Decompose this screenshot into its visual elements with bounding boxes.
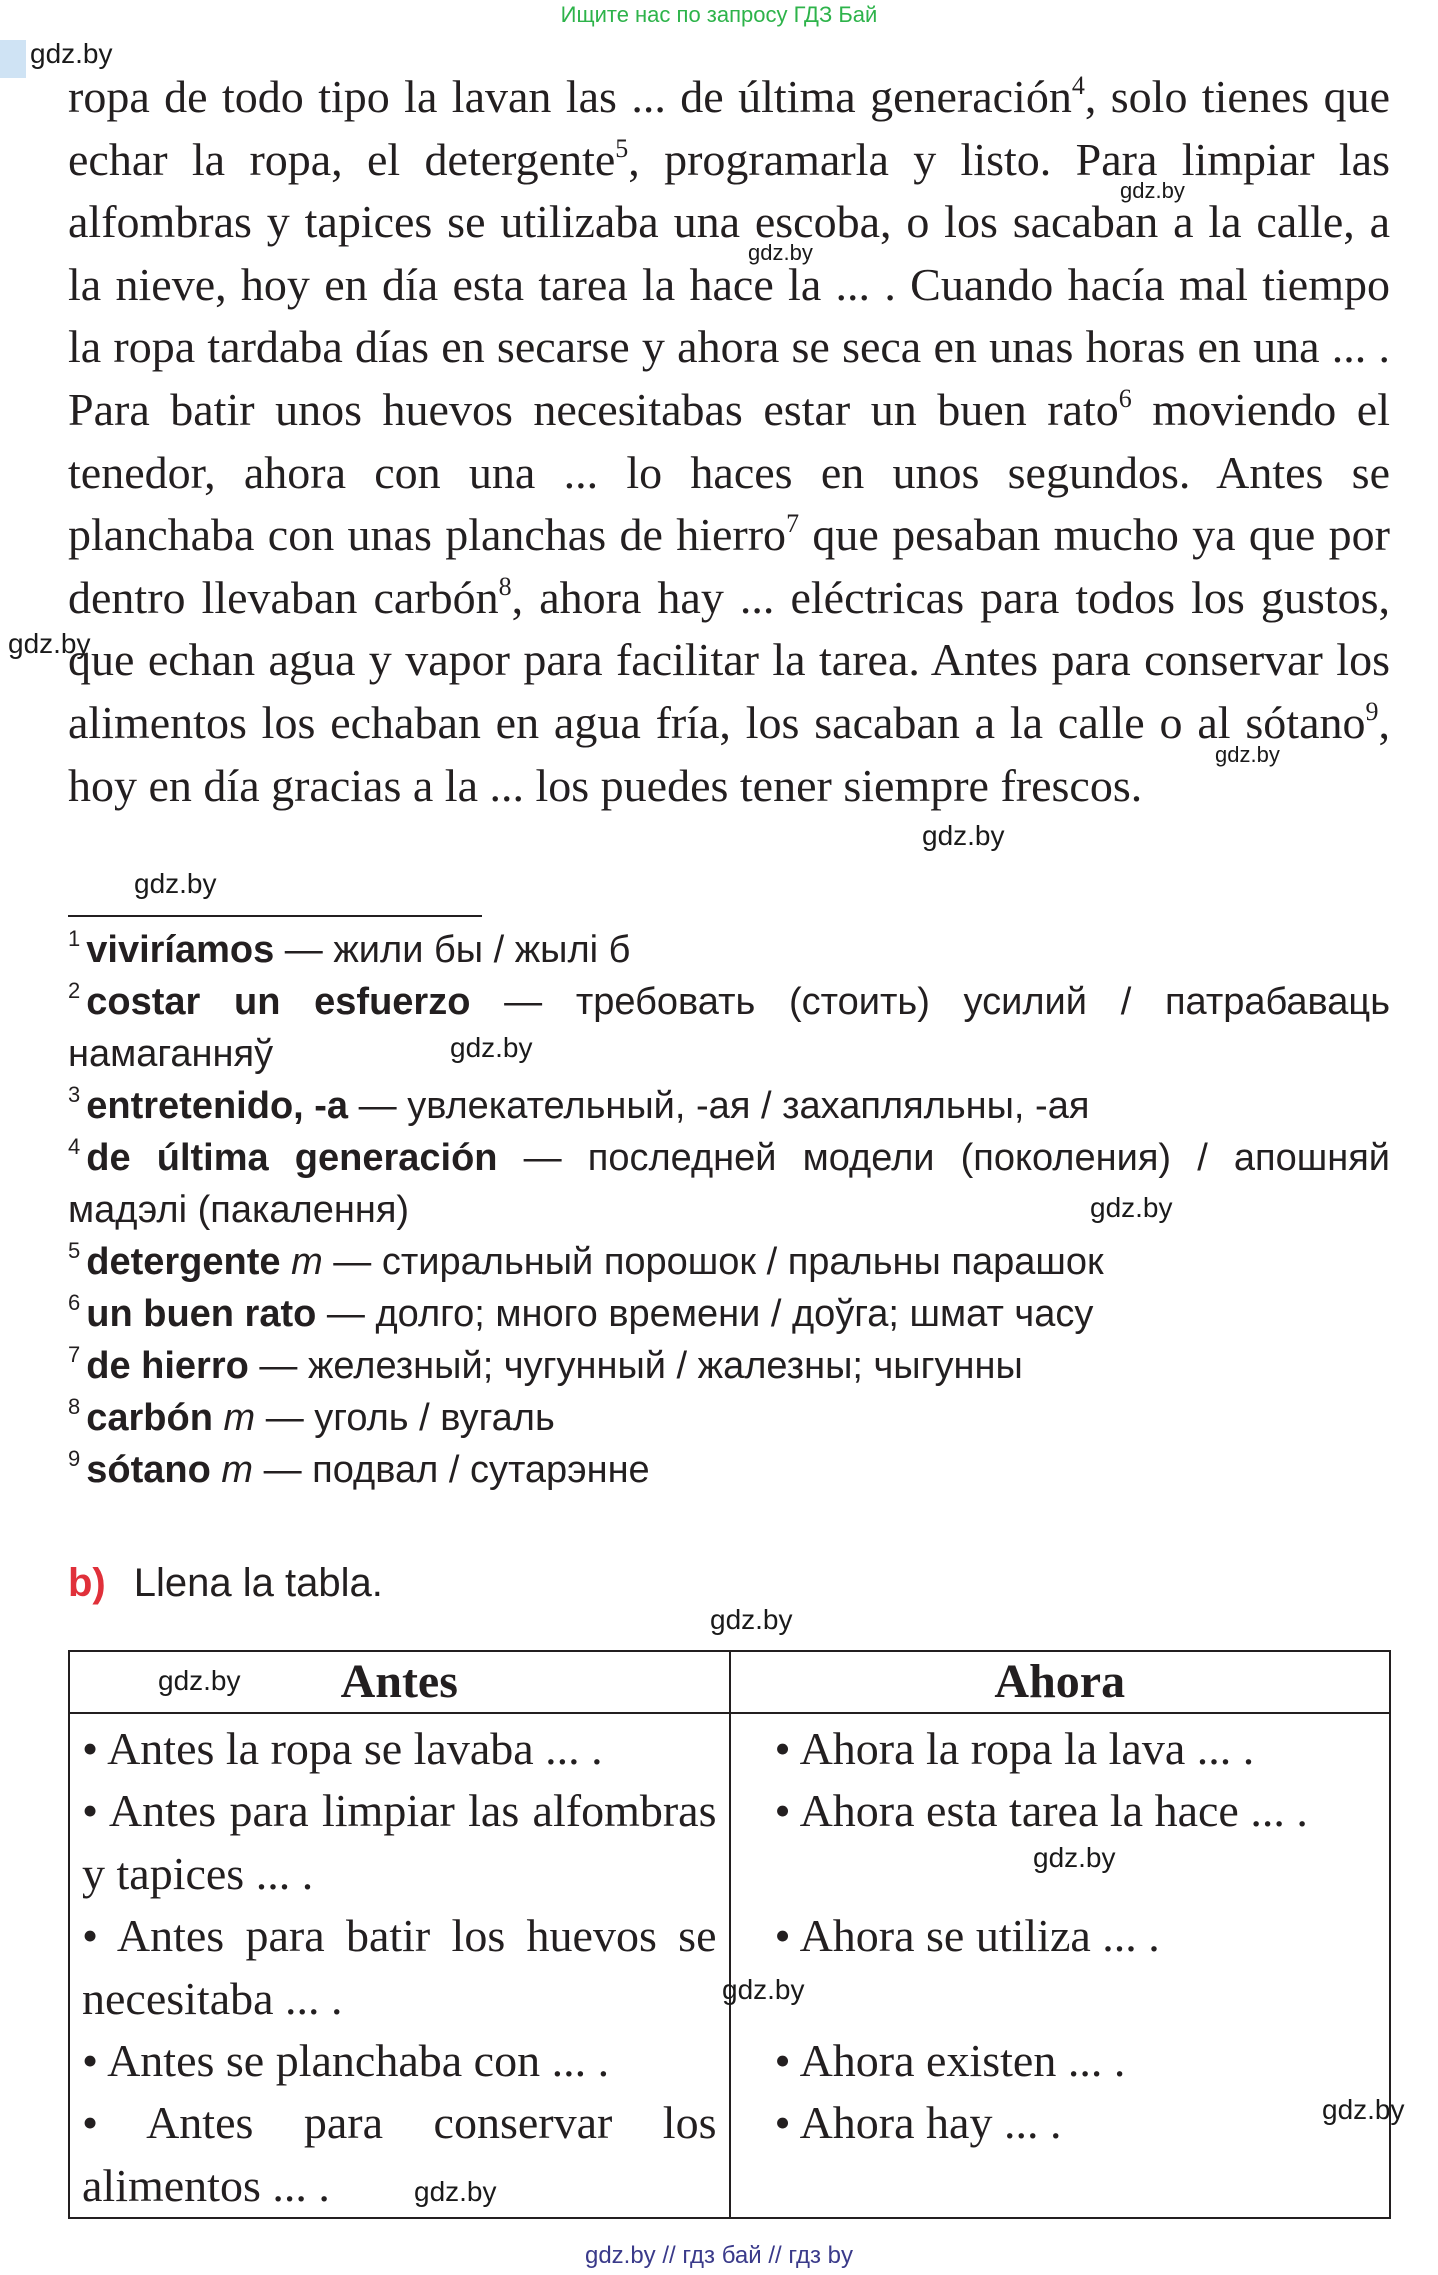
- footnote-number: 1: [68, 926, 81, 951]
- footnote-term: viviríamos: [86, 929, 275, 971]
- footnote-ref-5: 5: [615, 133, 629, 163]
- footnote-4: [68, 1132, 1390, 1236]
- footnote-translation: жили бы / жылі б: [333, 929, 631, 971]
- footnote-ref-7: 7: [786, 509, 800, 539]
- watermark: gdz.by: [722, 1974, 805, 2005]
- footnote-number: 2: [68, 978, 81, 1003]
- footnote-number: 7: [68, 1342, 81, 1367]
- paragraph-text-1: ropa de todo tipo la lavan las ... de última generación: [68, 71, 1072, 122]
- footnote-gender: m: [291, 1241, 323, 1283]
- watermark: gdz.by: [8, 628, 91, 659]
- watermark: gdz.by: [748, 240, 813, 265]
- watermark: gdz.by: [158, 1665, 241, 1696]
- footnote-3: [68, 1080, 1390, 1132]
- ahora-item: • Ahora esta tarea la hace ... .: [774, 1785, 1308, 1837]
- task-heading: [68, 1558, 383, 1608]
- footnote-8: [68, 1392, 1390, 1444]
- footnote-term: un buen rato: [86, 1293, 317, 1335]
- footer-links[interactable]: gdz.by // гдз бай // гдз by: [584, 2242, 854, 2269]
- footnote-dash: —: [322, 1241, 382, 1283]
- footnote-dash: —: [497, 1137, 588, 1179]
- footnote-term: costar un esfuerzo: [86, 981, 471, 1023]
- footnote-ref-9: 9: [1365, 696, 1379, 726]
- footnote-dash: —: [255, 1397, 315, 1439]
- watermark: gdz.by: [710, 1604, 793, 1635]
- footnote-term: de última generación: [86, 1137, 498, 1179]
- watermark: gdz.by: [450, 1032, 533, 1063]
- antes-item: • Antes para conservar los alimentos ... .: [82, 2097, 717, 2211]
- footnote-6: [68, 1288, 1390, 1340]
- top-banner[interactable]: Ищите нас по запросу ГДЗ Бай: [560, 2, 878, 27]
- watermark: gdz.by: [922, 820, 1005, 851]
- column-header-ahora: Ahora: [730, 1651, 1391, 1713]
- paragraph-text-6: , ahora hay ... eléctricas para todos los gustos, que echan agua y vapor para facilitar la tarea. Antes para conservar los alimentos los echaban en agua fría, los sacaban a la calle o al sótano: [68, 571, 1390, 748]
- footnote-number: 3: [68, 1082, 81, 1107]
- footnote-dash: —: [348, 1085, 408, 1127]
- paragraph-text-5: que pesaban mucho ya que por dentro llevaban carbón: [68, 509, 1391, 623]
- watermark: gdz.by: [134, 868, 217, 899]
- paragraph-text-3: , programarla y listo. Para limpiar las alfombras y tapices se utilizaba una escoba, o los sacaban a la calle, a la nieve, hoy en día esta tarea la hace la ... . Cuando hacía mal tiempo la ropa tardaba días en secarse y ahora se seca en unas horas en una ... . Para batir unos huevos necesitabas estar un buen rato: [68, 133, 1390, 435]
- antes-item: • Antes para limpiar las alfombras y tapices ... .: [82, 1785, 717, 1899]
- comparison-table: [68, 1650, 1391, 2219]
- footnote-gender: m: [223, 1397, 256, 1439]
- footnote-term: entretenido, -a: [86, 1085, 349, 1127]
- footnote-number: 5: [68, 1238, 81, 1263]
- ahora-item: • Ahora hay ... .: [774, 2097, 1062, 2149]
- footnote-translation: стиральный порошок / пральны парашок: [381, 1241, 1104, 1283]
- footnote-number: 6: [68, 1290, 81, 1315]
- footnote-ref-8: 8: [498, 571, 512, 601]
- footnote-dash: —: [316, 1293, 376, 1335]
- column-header-antes: Antes: [69, 1651, 730, 1713]
- footnote-dash: —: [253, 1449, 313, 1491]
- corner-marker: [0, 40, 26, 78]
- footnote-term: de hierro: [86, 1345, 249, 1387]
- footnote-gender: m: [221, 1449, 254, 1491]
- task-text: Llena la tabla.: [133, 1561, 383, 1605]
- table-row: [69, 1713, 1390, 2218]
- footnote-translation: подвал / сутарэнне: [312, 1449, 650, 1491]
- footnote-divider: [68, 915, 482, 917]
- footnote-9: [68, 1444, 1390, 1496]
- watermark: gdz.by: [1120, 178, 1185, 203]
- paragraph-text-7: , hoy en día gracias a la ... los puedes tener siempre frescos.: [68, 696, 1390, 811]
- footnote-dash: —: [248, 1345, 308, 1387]
- task-letter: b): [68, 1561, 106, 1605]
- footnote-5: [68, 1236, 1390, 1288]
- ahora-item: • Ahora existen ... .: [774, 2035, 1126, 2086]
- watermark: gdz.by: [1322, 2094, 1405, 2125]
- footnote-term: detergente: [86, 1241, 281, 1283]
- watermark: gdz.by: [1033, 1842, 1116, 1873]
- footnote-translation: долго; много времени / доўга; шмат часу: [375, 1293, 1094, 1335]
- antes-item: • Antes la ropa se lavaba ... .: [82, 1723, 603, 1774]
- antes-cell: [69, 1713, 730, 2218]
- main-paragraph: [68, 66, 1390, 817]
- footnote-1: [68, 924, 1390, 976]
- footnote-7: [68, 1340, 1390, 1392]
- footnote-ref-4: 4: [1071, 71, 1085, 100]
- footnote-number: 9: [68, 1446, 81, 1471]
- footnote-translation: требовать (стоить) усилий / патрабаваць намаганняў: [68, 981, 1390, 1075]
- footnote-number: 4: [68, 1134, 81, 1159]
- table-header-row: [69, 1651, 1390, 1713]
- footnote-term: sótano: [86, 1449, 211, 1491]
- footnote-ref-6: 6: [1118, 383, 1132, 413]
- footnote-translation: железный; чугунный / жалезны; чыгунны: [307, 1345, 1023, 1387]
- ahora-item: • Ahora la ropa la lava ... .: [774, 1723, 1255, 1774]
- paragraph-text-2: , solo tienes que echar la ropa, el detergente: [68, 71, 1391, 185]
- footnote-term: carbón: [86, 1397, 213, 1439]
- footnote-translation: уголь / вугаль: [314, 1397, 555, 1439]
- footnote-dash: —: [470, 981, 576, 1023]
- footnote-translation: увлекательный, -ая / захапляльны, -ая: [407, 1085, 1090, 1127]
- watermark: gdz.by: [30, 38, 113, 69]
- footnote-2: [68, 976, 1390, 1080]
- ahora-item: • Ahora se utiliza ... .: [774, 1910, 1160, 1962]
- antes-item: • Antes se planchaba con ... .: [82, 2035, 610, 2087]
- watermark: gdz.by: [414, 2176, 497, 2207]
- paragraph-text-4: moviendo el tenedor, ahora con una ... lo haces en unos segundos. Antes se planchaba con unas planchas de hierro: [68, 383, 1390, 561]
- footnotes: [68, 924, 1390, 1496]
- ahora-cell: [730, 1713, 1391, 2218]
- footnote-number: 8: [68, 1394, 81, 1419]
- footnote-dash: —: [274, 929, 334, 971]
- watermark: gdz.by: [1215, 742, 1280, 767]
- footnote-translation: последней модели (поколения) / апошняй мадэлі (пакалення): [68, 1137, 1390, 1231]
- watermark: gdz.by: [1090, 1192, 1173, 1223]
- antes-item: • Antes para batir los huevos se necesitaba ... .: [82, 1910, 717, 2024]
